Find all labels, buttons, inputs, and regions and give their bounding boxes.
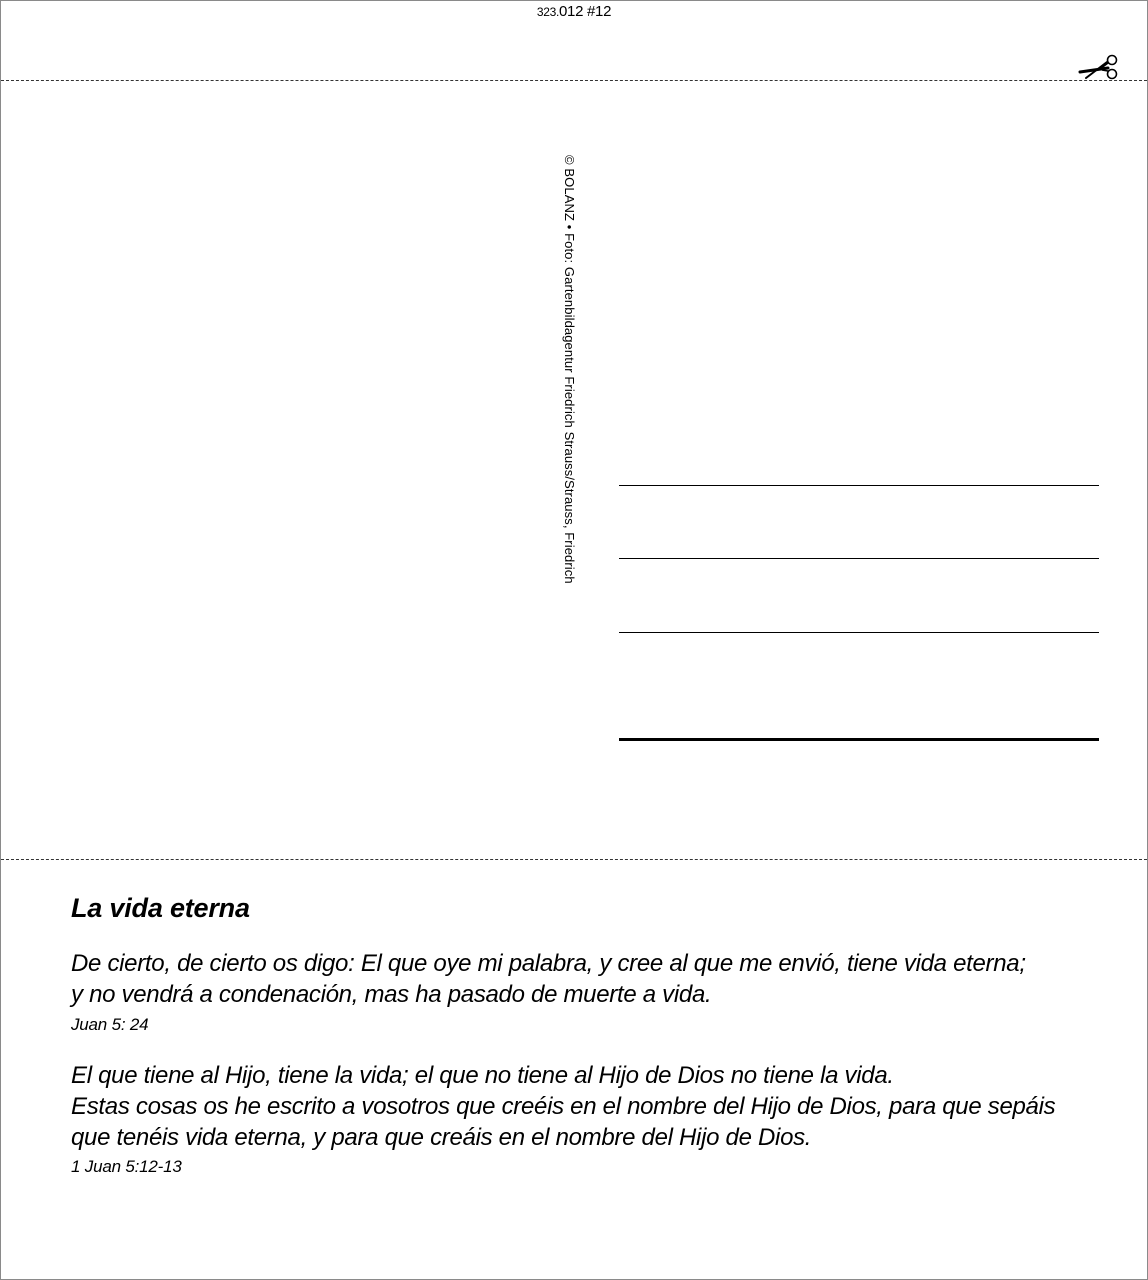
- verse-1-line-1: De cierto, de cierto os digo: El que oye mi palabra, y cree al que me envió, tiene vida eterna;: [71, 950, 1026, 977]
- address-line-2: [619, 558, 1099, 559]
- verse-1-line-2: y no vendrá a condenación, mas ha pasado de muerte a vida.: [71, 981, 712, 1008]
- print-code-number: 012 #12: [559, 3, 612, 20]
- verse-2-line-2: Estas cosas os he escrito a vosotros que creéis en el nombre del Hijo de Dios, para que sepáis: [71, 1093, 1056, 1120]
- address-line-3: [619, 632, 1099, 633]
- address-line-1: [619, 485, 1099, 486]
- scissors-icon: [1078, 52, 1120, 82]
- verse-2: [71, 1060, 1055, 1153]
- verse-2-line-1: El que tiene al Hijo, tiene la vida; el que no tiene al Hijo de Dios no tiene la vida.: [71, 1062, 894, 1089]
- address-line-4: [619, 738, 1099, 741]
- cut-line-bottom: [1, 859, 1147, 860]
- print-code: [0, 3, 1148, 20]
- verse-2-reference: 1 Juan 5:12-13: [71, 1157, 182, 1176]
- verse-2-line-3: que tenéis vida eterna, y para que creáis en el nombre del Hijo de Dios.: [71, 1124, 812, 1151]
- verse-1: [71, 948, 1026, 1010]
- photo-credit: © BOLANZ • Foto: Gartenbildagentur Friedrich Strauss/Strauss, Friedrich: [562, 155, 577, 584]
- verse-1-reference: Juan 5: 24: [71, 1015, 149, 1034]
- cut-line-top: [1, 80, 1147, 81]
- verse-title: La vida eterna: [71, 893, 250, 923]
- print-code-prefix: 323.: [536, 5, 560, 19]
